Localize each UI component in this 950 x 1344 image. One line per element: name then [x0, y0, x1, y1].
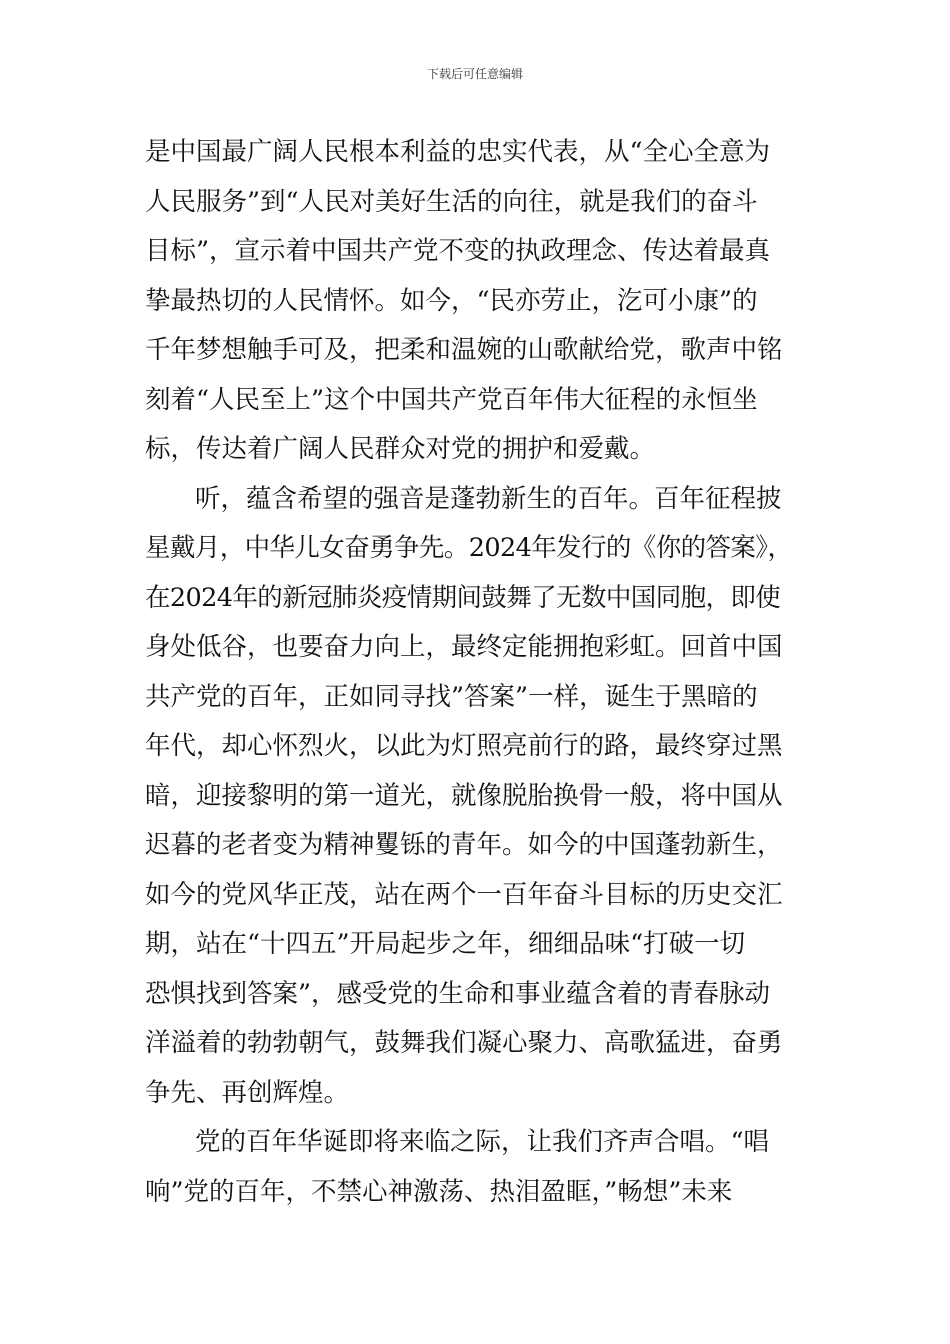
- text-line: 身处低谷，也要奋力向上，最终定能拥抱彩虹。回首中国: [145, 632, 783, 662]
- text-line: 洋溢着的勃勃朝气，鼓舞我们凝心聚力、高歌猛进，奋勇: [145, 1028, 783, 1058]
- text-line: 星戴月，中华儿女奋勇争先。2024年发行的《你的答案》，: [145, 533, 793, 563]
- text-line: 争先、再创辉煌。: [145, 1077, 350, 1108]
- text-line: 暗，迎接黎明的第一道光，就像脱胎换骨一般，将中国从: [145, 780, 783, 811]
- text-line: 千年梦想触手可及，把柔和温婉的山歌献给党，歌声中铭: [145, 335, 783, 365]
- text-line: 如今的党风华正茂，站在两个一百年奋斗目标的历史交汇: [145, 879, 783, 910]
- text-line: 恐惧找到答案”，感受党的生命和事业蕴含着的青春脉动: [145, 978, 771, 1009]
- text-line: 标，传达着广阔人民群众对党的拥护和爱戴。: [145, 434, 656, 464]
- paragraph-first-line: 党的百年华诞即将来临之际，让我们齐声合唱。“唱: [195, 1127, 770, 1157]
- page-header: 下载后可任意编辑: [426, 67, 523, 81]
- text-line: 是中国最广阔人民根本利益的忠实代表，从“全心全意为: [145, 137, 771, 167]
- text-line: 挚最热切的人民情怀。如今，“民亦劳止，汔可小康”的: [145, 285, 758, 316]
- text-line: 期，站在“十四五”开局起步之年，细细品味“打破一切: [145, 929, 746, 959]
- text-line: 目标”，宣示着中国共产党不变的执政理念、传达着最真: [145, 236, 771, 266]
- text-line: 年代，却心怀烈火，以此为灯照亮前行的路，最终穿过黑: [145, 731, 783, 761]
- paragraph-first-line: 听，蕴含希望的强音是蓬勃新生的百年。百年征程披: [195, 483, 782, 514]
- text-line: 刻着“人民至上”这个中国共产党百年伟大征程的永恒坐: [145, 384, 758, 415]
- document-body: [145, 128, 810, 1217]
- text-line: 人民服务”到“人民对美好生活的向往，就是我们的奋斗: [145, 186, 758, 217]
- text-line: 在2024年的新冠肺炎疫情期间鼓舞了无数中国同胞，即使: [145, 582, 781, 613]
- text-line: 共产党的百年，正如同寻找”答案”一样，诞生于黑暗的: [145, 681, 758, 712]
- text-line: 响”党的百年，不禁心神激荡、热泪盈眶，”畅想”未来: [145, 1176, 733, 1207]
- text-line: 迟暮的老者变为精神矍铄的青年。如今的中国蓬勃新生，: [145, 830, 783, 860]
